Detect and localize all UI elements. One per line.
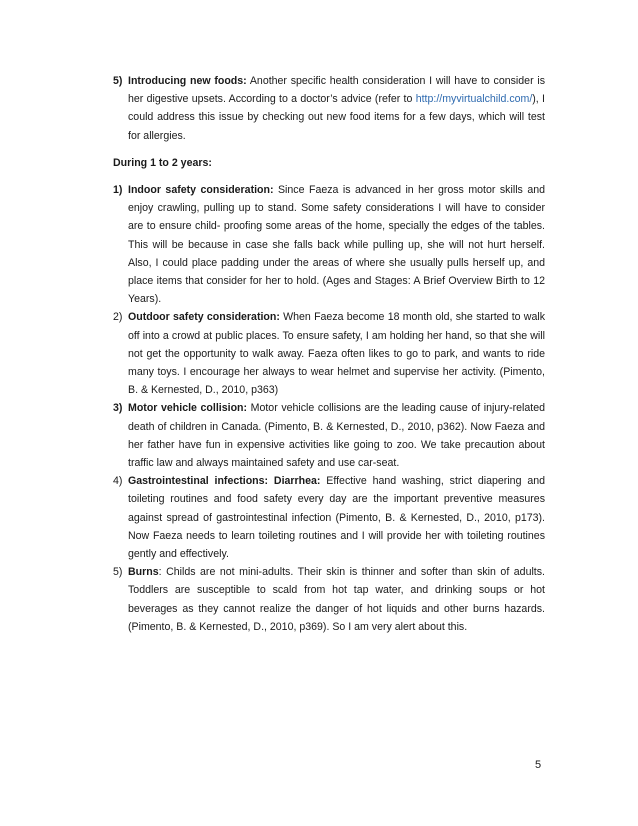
list-item-introducing-new-foods — [113, 72, 545, 145]
list-item-text: Effective hand washing, strict diapering and toileting routines and food safety every day are the important preventive measures against spread of gastrointestinal infection (Pimento, B. & Kernested, D., 2010, p173). Now Faeza needs to learn toileting routines and I will provide her with toileting routines gently and effectively. — [128, 475, 545, 561]
list-item-text-continued: ), I could address this issue by checking out new food items for a few days, which will test for allergies. — [128, 93, 546, 142]
list-item-number: 5) — [113, 566, 123, 579]
list-item-number: 2) — [113, 311, 123, 324]
list-item-body — [128, 308, 545, 399]
list-item-body — [128, 472, 545, 563]
list-item-title: Introducing new foods: — [128, 75, 247, 87]
list-item-burns — [113, 563, 545, 636]
list-item-text: Motor vehicle collisions are the leading cause of injury-related death of children in Canada. (Pimento, B. & Kernested, D., 2010, p362). Now Faeza and her father have fun in expensive activities like going to zoo. We take precaution about traffic law and always maintained safety and use car-seat. — [128, 402, 545, 470]
list-item-body — [128, 563, 545, 636]
list-item-body — [128, 72, 545, 145]
list-item-title: Indoor safety consideration: — [128, 184, 274, 197]
list-item-number: 1) — [113, 184, 123, 197]
page-number: 5 — [535, 759, 542, 771]
list-item-indoor-safety — [113, 181, 545, 308]
list-item-text: : Childs are not mini-adults. Their skin is thinner and softer than skin of adults. Toddlers are susceptible to scald from hot tap water, and drinking soups or hot beverages as they cannot realize the danger of hot liquids and other burns hazards. (Pimento, B. & Kernested, D., 2010, p369). So I am very alert about this. — [128, 566, 545, 633]
list-item-title: Motor vehicle collision: — [128, 402, 248, 415]
list-item-number: 3) — [113, 402, 123, 415]
list-item-motor-vehicle-collision — [113, 399, 545, 472]
list-item-text: When Faeza become 18 month old, she started to walk off into a crowd at public places. To ensure safety, I am holding her hand, so that she will not get the opportunity to walk away. Faeza often likes to go to park, and wants to ride many toys. I encourage her always to wear helmet and supervise her activity. (Pimento, B. & Kernested, D., 2010, p363) — [128, 311, 545, 397]
list-item-title: Burns — [128, 566, 159, 579]
list-item-body — [128, 181, 545, 308]
list-item-gastrointestinal-infections — [113, 472, 545, 563]
list-item-body — [128, 399, 545, 472]
list-item-outdoor-safety — [113, 308, 545, 399]
list-item-text: Another specific health consideration I will have to consider is her digestive upsets. According to a doctor’s advice (refer to — [128, 75, 545, 106]
page-content — [113, 72, 545, 636]
section-heading: During 1 to 2 years: — [113, 156, 212, 169]
list-item-number: 5) — [113, 75, 123, 87]
list-item-title: Gastrointestinal infections: Diarrhea: — [128, 475, 321, 488]
list-item-title: Outdoor safety consideration: — [128, 311, 280, 324]
list-item-number: 4) — [113, 475, 123, 488]
myvirtualchild-link[interactable]: http://myvirtualchild.com/ — [415, 93, 533, 106]
list-item-text: Since Faeza is advanced in her gross motor skills and enjoy crawling, pulling up to stand. Some safety considerations I will have to consider are to ensure child- proofing some areas of the home, specially the edges of the tables. This will be because in case she falls back while pulling up, she will not hurt herself. Also, I could place padding under the areas of where she usually pulls herself up, and place items that consider for her to hold. (Ages and Stages: A Brief Overview Birth to 12 Years). — [128, 184, 545, 306]
